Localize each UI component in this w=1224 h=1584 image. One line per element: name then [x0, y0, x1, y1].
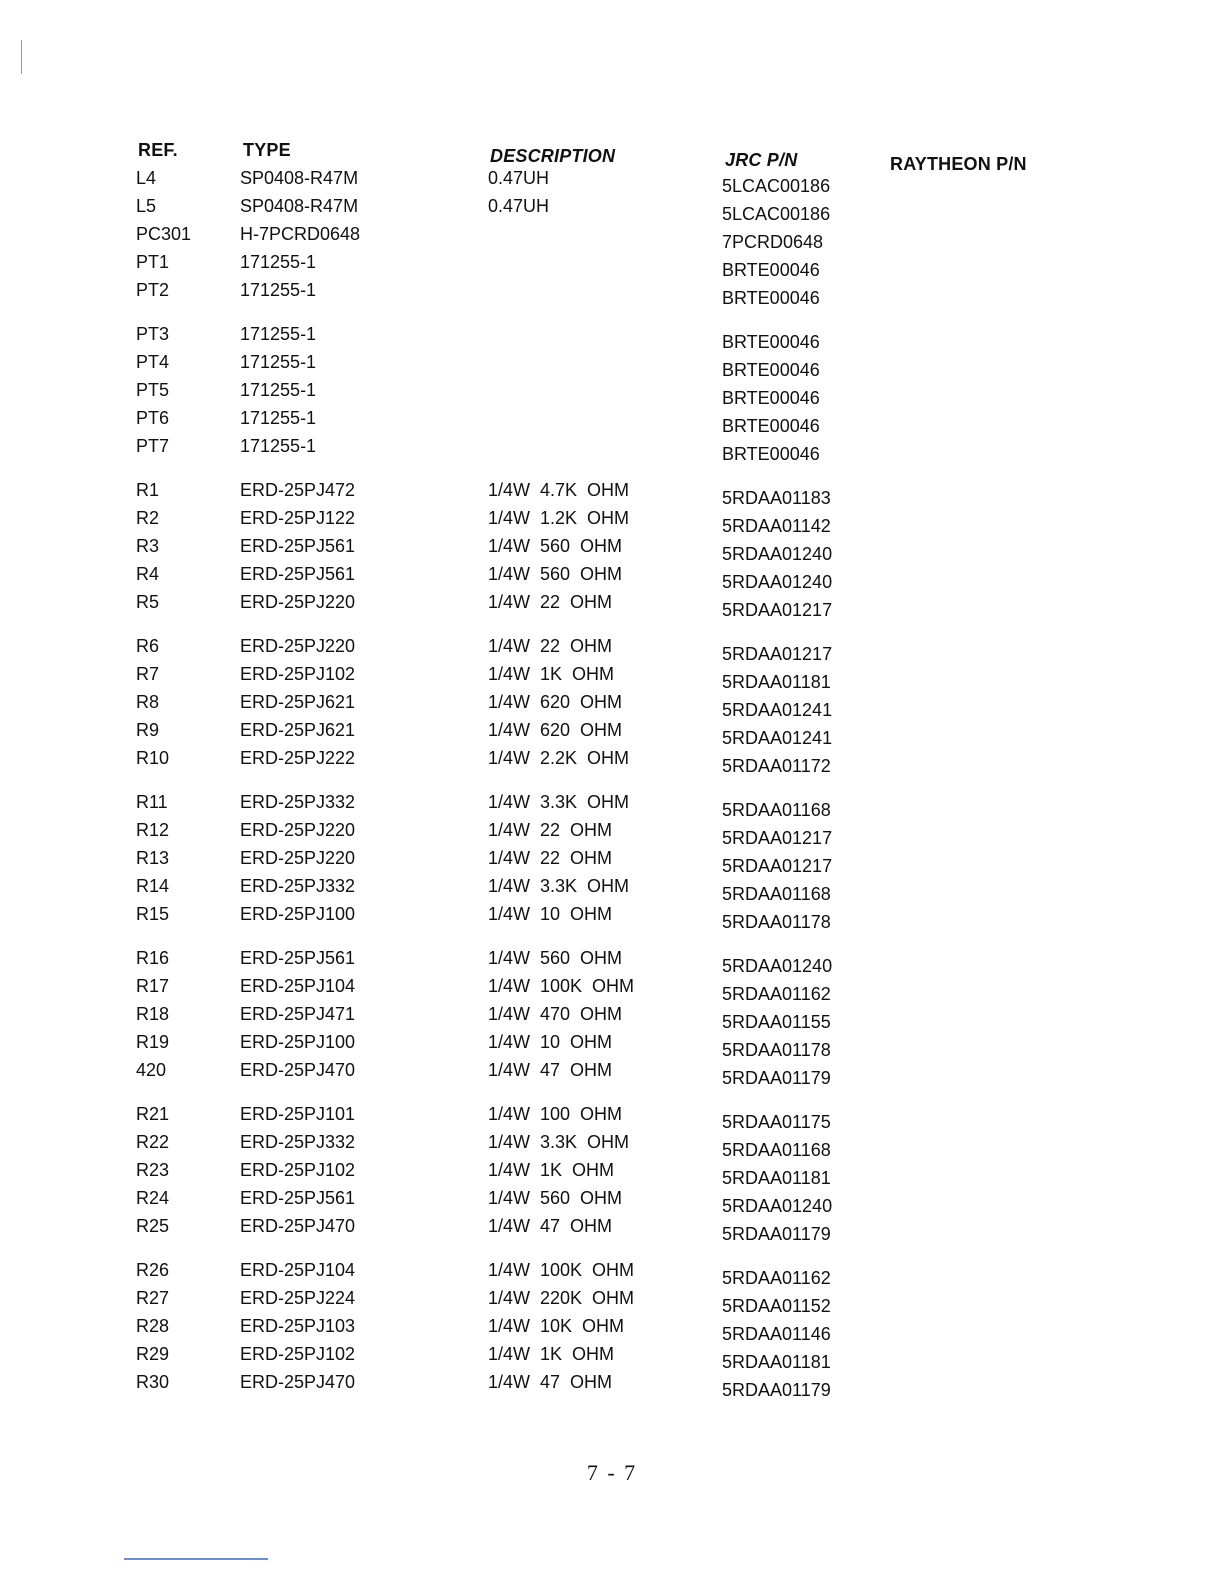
part-jrc-pn: BRTE00046 [722, 288, 820, 308]
part-type: 171255-1 [240, 352, 317, 372]
part-description: 1/4W 100K OHM [488, 976, 635, 996]
part-ref: R26 [136, 1260, 170, 1280]
part-type: ERD-25PJ470 [240, 1372, 356, 1392]
part-description: 1/4W 1.2K OHM [488, 508, 630, 528]
part-description: 1/4W 560 OHM [488, 1188, 623, 1208]
part-description: 1/4W 3.3K OHM [488, 876, 630, 896]
table-row [0, 1058, 1224, 1086]
part-ref: PT5 [136, 380, 170, 400]
part-ref: R24 [136, 1188, 170, 1208]
part-ref: R21 [136, 1104, 170, 1124]
part-type: ERD-25PJ104 [240, 1260, 356, 1280]
table-row [0, 874, 1224, 902]
part-jrc-pn: 5RDAA01240 [722, 1196, 833, 1216]
part-jrc-pn: 5RDAA01168 [722, 800, 831, 820]
part-jrc-pn: 5RDAA01179 [722, 1224, 831, 1244]
part-type: ERD-25PJ332 [240, 876, 356, 896]
scan-underline [124, 1558, 268, 1560]
part-type: ERD-25PJ100 [240, 1032, 356, 1052]
table-row [0, 478, 1224, 506]
part-description: 1/4W 1K OHM [488, 1344, 615, 1364]
header-raytheon-pn: RAYTHEON P/N [890, 154, 1027, 174]
part-ref: PT3 [136, 324, 170, 344]
part-ref: R5 [136, 592, 160, 612]
part-description: 1/4W 560 OHM [488, 564, 623, 584]
part-ref: R1 [136, 480, 160, 500]
part-ref: R23 [136, 1160, 170, 1180]
part-type: ERD-25PJ470 [240, 1216, 356, 1236]
part-jrc-pn: 5RDAA01175 [722, 1112, 831, 1132]
part-type: 171255-1 [240, 408, 317, 428]
part-description: 1/4W 10 OHM [488, 1032, 613, 1052]
table-row [0, 166, 1224, 194]
part-jrc-pn: 5RDAA01178 [722, 1040, 831, 1060]
part-jrc-pn: BRTE00046 [722, 444, 820, 464]
table-row [0, 406, 1224, 434]
part-ref: R15 [136, 904, 170, 924]
part-ref: R14 [136, 876, 170, 896]
part-jrc-pn: 5RDAA01181 [722, 1352, 831, 1372]
part-ref: PT7 [136, 436, 170, 456]
part-type: 171255-1 [240, 252, 317, 272]
table-row [0, 634, 1224, 662]
table-row [0, 222, 1224, 250]
part-jrc-pn: 5RDAA01183 [722, 488, 831, 508]
part-ref: R27 [136, 1288, 170, 1308]
table-row [0, 690, 1224, 718]
part-ref: PT2 [136, 280, 170, 300]
table-row [0, 378, 1224, 406]
part-ref: R9 [136, 720, 160, 740]
part-jrc-pn: 5RDAA01240 [722, 572, 833, 592]
part-description: 1/4W 3.3K OHM [488, 792, 630, 812]
part-ref: R7 [136, 664, 160, 684]
part-type: ERD-25PJ470 [240, 1060, 356, 1080]
part-type: ERD-25PJ561 [240, 536, 356, 556]
table-row [0, 1030, 1224, 1058]
part-type: 171255-1 [240, 324, 317, 344]
part-jrc-pn: 5RDAA01241 [722, 728, 833, 748]
scan-mark [21, 40, 22, 74]
part-jrc-pn: 5RDAA01168 [722, 884, 831, 904]
part-ref: 420 [136, 1060, 167, 1080]
part-jrc-pn: 5RDAA01217 [722, 828, 833, 848]
table-row [0, 1214, 1224, 1242]
table-row [0, 662, 1224, 690]
part-jrc-pn: 5RDAA01181 [722, 672, 831, 692]
table-row [0, 1342, 1224, 1370]
part-jrc-pn: 5LCAC00186 [722, 204, 831, 224]
table-row [0, 562, 1224, 590]
part-jrc-pn: 5RDAA01168 [722, 1140, 831, 1160]
part-jrc-pn: 5RDAA01162 [722, 1268, 831, 1288]
part-ref: R29 [136, 1344, 170, 1364]
part-jrc-pn: BRTE00046 [722, 260, 820, 280]
part-type: ERD-25PJ104 [240, 976, 356, 996]
part-jrc-pn: 5RDAA01162 [722, 984, 831, 1004]
part-description: 1/4W 22 OHM [488, 820, 613, 840]
part-type: ERD-25PJ222 [240, 748, 356, 768]
part-jrc-pn: BRTE00046 [722, 416, 820, 436]
part-group [0, 634, 1224, 774]
part-description: 1/4W 47 OHM [488, 1372, 613, 1392]
part-type: ERD-25PJ103 [240, 1316, 356, 1336]
table-row [0, 1286, 1224, 1314]
part-jrc-pn: 5RDAA01240 [722, 956, 833, 976]
part-jrc-pn: 5RDAA01217 [722, 644, 833, 664]
part-description: 0.47UH [488, 168, 550, 188]
part-ref: R18 [136, 1004, 170, 1024]
part-type: 171255-1 [240, 280, 317, 300]
part-ref: L4 [136, 168, 157, 188]
part-jrc-pn: 5RDAA01178 [722, 912, 831, 932]
part-jrc-pn: 5RDAA01142 [722, 516, 831, 536]
table-row [0, 718, 1224, 746]
part-jrc-pn: BRTE00046 [722, 388, 820, 408]
part-jrc-pn: 5RDAA01217 [722, 600, 833, 620]
part-type: ERD-25PJ100 [240, 904, 356, 924]
table-row [0, 278, 1224, 306]
part-group [0, 1102, 1224, 1242]
part-jrc-pn: 5RDAA01152 [722, 1296, 831, 1316]
part-ref: R16 [136, 948, 170, 968]
part-type: ERD-25PJ101 [240, 1104, 356, 1124]
part-group [0, 946, 1224, 1086]
part-type: ERD-25PJ332 [240, 1132, 356, 1152]
part-ref: R17 [136, 976, 170, 996]
part-ref: R2 [136, 508, 160, 528]
part-ref: PT4 [136, 352, 170, 372]
table-row [0, 590, 1224, 618]
part-jrc-pn: BRTE00046 [722, 332, 820, 352]
part-description: 1/4W 47 OHM [488, 1216, 613, 1236]
table-row [0, 434, 1224, 462]
part-description: 1/4W 620 OHM [488, 720, 623, 740]
table-row [0, 506, 1224, 534]
part-type: ERD-25PJ332 [240, 792, 356, 812]
part-jrc-pn: 7PCRD0648 [722, 232, 824, 252]
part-type: SP0408-R47M [240, 168, 359, 188]
part-jrc-pn: 5RDAA01179 [722, 1068, 831, 1088]
table-row [0, 194, 1224, 222]
table-row [0, 322, 1224, 350]
header-jrc-pn: JRC P/N [725, 150, 798, 170]
part-jrc-pn: 5RDAA01240 [722, 544, 833, 564]
header-description: DESCRIPTION [490, 146, 616, 166]
table-row [0, 1370, 1224, 1398]
part-description: 1/4W 22 OHM [488, 636, 613, 656]
table-row [0, 250, 1224, 278]
part-type: ERD-25PJ621 [240, 692, 356, 712]
part-ref: L5 [136, 196, 157, 216]
part-description: 1/4W 470 OHM [488, 1004, 623, 1024]
part-type: H-7PCRD0648 [240, 224, 361, 244]
part-type: ERD-25PJ220 [240, 636, 356, 656]
part-description: 1/4W 4.7K OHM [488, 480, 630, 500]
part-description: 1/4W 100K OHM [488, 1260, 635, 1280]
table-row [0, 1258, 1224, 1286]
part-ref: R11 [136, 792, 168, 812]
part-description: 1/4W 10 OHM [488, 904, 613, 924]
part-description: 1/4W 100 OHM [488, 1104, 623, 1124]
table-row [0, 1002, 1224, 1030]
part-type: 171255-1 [240, 436, 317, 456]
part-ref: R3 [136, 536, 160, 556]
part-ref: PT1 [136, 252, 170, 272]
part-type: ERD-25PJ561 [240, 564, 356, 584]
page-number: 7 - 7 [586, 1460, 638, 1485]
part-group [0, 322, 1224, 462]
table-row [0, 974, 1224, 1002]
part-description: 1/4W 47 OHM [488, 1060, 613, 1080]
table-row [0, 1314, 1224, 1342]
table-row [0, 1130, 1224, 1158]
part-ref: R8 [136, 692, 160, 712]
table-row [0, 350, 1224, 378]
table-row [0, 846, 1224, 874]
parts-list [0, 166, 1224, 1414]
part-type: SP0408-R47M [240, 196, 359, 216]
part-jrc-pn: 5RDAA01179 [722, 1380, 831, 1400]
part-type: ERD-25PJ621 [240, 720, 356, 740]
table-row [0, 1102, 1224, 1130]
part-description: 1/4W 560 OHM [488, 536, 623, 556]
part-jrc-pn: 5RDAA01155 [722, 1012, 831, 1032]
part-description: 1/4W 22 OHM [488, 592, 613, 612]
part-group [0, 478, 1224, 618]
header-ref: REF. [138, 140, 178, 160]
part-type: ERD-25PJ472 [240, 480, 356, 500]
part-description: 0.47UH [488, 196, 550, 216]
part-ref: R25 [136, 1216, 170, 1236]
part-group [0, 1258, 1224, 1398]
table-row [0, 1186, 1224, 1214]
part-jrc-pn: 5RDAA01172 [722, 756, 831, 776]
part-type: ERD-25PJ220 [240, 848, 356, 868]
part-type: ERD-25PJ561 [240, 1188, 356, 1208]
part-description: 1/4W 220K OHM [488, 1288, 635, 1308]
part-jrc-pn: 5RDAA01181 [722, 1168, 831, 1188]
part-type: ERD-25PJ220 [240, 820, 356, 840]
part-type: ERD-25PJ102 [240, 1160, 356, 1180]
part-ref: R12 [136, 820, 170, 840]
part-ref: R30 [136, 1372, 170, 1392]
part-jrc-pn: 5RDAA01241 [722, 700, 833, 720]
part-ref: R6 [136, 636, 160, 656]
part-jrc-pn: BRTE00046 [722, 360, 820, 380]
part-ref: R4 [136, 564, 160, 584]
part-ref: R22 [136, 1132, 170, 1152]
part-description: 1/4W 560 OHM [488, 948, 623, 968]
part-description: 1/4W 3.3K OHM [488, 1132, 630, 1152]
part-jrc-pn: 5LCAC00186 [722, 176, 831, 196]
part-type: ERD-25PJ220 [240, 592, 356, 612]
table-row [0, 790, 1224, 818]
part-description: 1/4W 10K OHM [488, 1316, 625, 1336]
table-row [0, 746, 1224, 774]
table-row [0, 1158, 1224, 1186]
part-description: 1/4W 620 OHM [488, 692, 623, 712]
part-description: 1/4W 1K OHM [488, 1160, 615, 1180]
part-description: 1/4W 22 OHM [488, 848, 613, 868]
part-description: 1/4W 2.2K OHM [488, 748, 630, 768]
part-description: 1/4W 1K OHM [488, 664, 615, 684]
part-jrc-pn: 5RDAA01217 [722, 856, 833, 876]
table-row [0, 902, 1224, 930]
part-type: ERD-25PJ102 [240, 664, 356, 684]
part-ref: R10 [136, 748, 170, 768]
part-type: ERD-25PJ561 [240, 948, 356, 968]
part-group [0, 790, 1224, 930]
part-group [0, 166, 1224, 306]
part-ref: R28 [136, 1316, 170, 1336]
part-type: 171255-1 [240, 380, 317, 400]
part-type: ERD-25PJ224 [240, 1288, 356, 1308]
part-ref: R19 [136, 1032, 170, 1052]
part-type: ERD-25PJ471 [240, 1004, 356, 1024]
part-ref: R13 [136, 848, 170, 868]
part-type: ERD-25PJ122 [240, 508, 356, 528]
table-row [0, 946, 1224, 974]
part-jrc-pn: 5RDAA01146 [722, 1324, 831, 1344]
part-ref: PT6 [136, 408, 170, 428]
part-ref: PC301 [136, 224, 192, 244]
header-type: TYPE [243, 140, 291, 160]
table-row [0, 818, 1224, 846]
part-type: ERD-25PJ102 [240, 1344, 356, 1364]
table-row [0, 534, 1224, 562]
